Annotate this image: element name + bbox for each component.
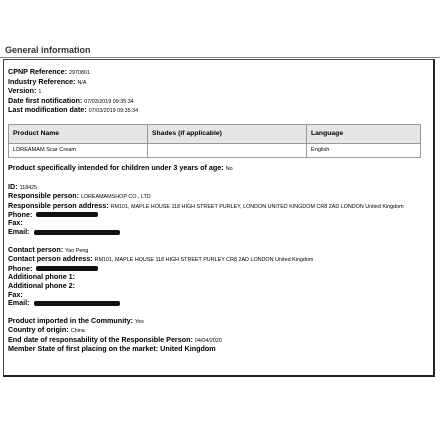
responsible-phone: Phone: [8,211,423,220]
responsible-id: ID: 118425 [8,181,38,191]
col-header-product-name: Product Name [9,124,148,143]
contact-address: Contact person address: RM101, MAPLE HOUSE 118 HIGH STREET PURLEY CR8 2AD LONDON United Kingdom [8,254,314,264]
section-title: General information [5,45,91,55]
redacted-phone [36,212,98,217]
cpnp-reference: CPNP Reference: 2970801 [8,67,90,76]
contact-person: Contact person: Yao Peng [8,244,89,254]
cell-language: English [307,143,421,157]
table-header-row [9,124,421,143]
responsible-fax: Fax: [8,218,23,228]
responsible-address: Responsible person address: RM101, MAPLE HOUSE 118 HIGH STREET PURLEY, LONDON UNITED KINGDOM CR8 2AD LONDON United Kingdom [8,200,404,210]
cell-product-name: LDREAMAM Scar Cream [9,143,148,157]
contact-phone: Phone: [8,265,423,274]
product-imported: Product imported in the Community: Yes [8,315,144,325]
additional-phone-2: Additional phone 2: [8,280,76,290]
responsible-person: Responsible person: LDREAMAMSHOP CO., LTD [8,191,151,201]
general-info-panel [8,68,423,354]
redacted-email [34,301,120,306]
col-header-language: Language [307,124,421,143]
country-of-origin: Country of origin: China [8,325,85,335]
title-divider [0,57,440,58]
col-header-shades: Shades (if applicable) [148,124,307,143]
contact-email: Email: [8,299,423,308]
table-row [9,143,421,157]
cell-shades [148,143,307,157]
redacted-email [34,230,120,235]
date-first-notification: Date first notification: 07/03/2019 09:35:34 [8,95,134,105]
version: Version: 1 [8,86,42,96]
products-table [8,124,421,158]
responsible-email: Email: [8,228,423,237]
last-modification-date: Last modification date: 07/03/2019 09:35:34 [8,105,139,115]
additional-phone-1: Additional phone 1: [8,272,76,282]
member-state: Member State of first placing on the market: United Kingdom [8,344,216,354]
redacted-phone [36,266,98,271]
industry-reference: Industry Reference: N/A [8,76,87,86]
contact-fax: Fax: [8,289,23,299]
children-under-3: Product specifically intended for children under 3 years of age: No [8,162,233,172]
end-date-responsibility: End date of responsability of the Responsible Person: 04/04/2020 [8,334,222,344]
